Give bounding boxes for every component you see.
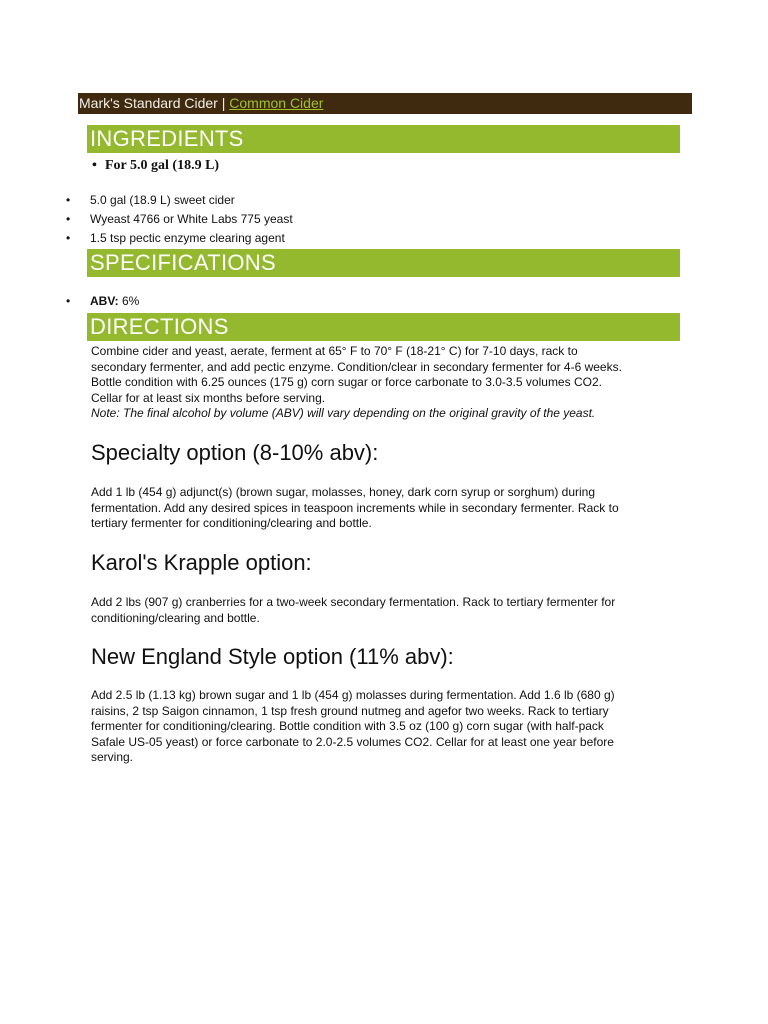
option-line: Add 2 lbs (907 g) cranberries for a two-week secondary fermentation. Rack to tertiary fermenter for [91,595,616,609]
recipe-title: Mark's Standard Cider | [79,95,230,111]
option-line: fermenter for conditioning/clearing. Bottle condition with 3.5 oz (100 g) corn sugar (with half-pack [91,719,604,734]
ingredients-heading: INGREDIENTS [87,125,680,153]
specifications-list [66,292,139,311]
krapple-option-heading: Karol's Krapple option: [91,550,312,575]
directions-line: Combine cider and yeast, aerate, ferment at 65° F to 70° F (18-21° C) for 7-10 days, rack to [91,344,578,358]
directions-line: secondary fermenter, and add pectic enzyme. Condition/clear in secondary fermenter for 4-6 weeks. [91,359,622,374]
specifications-heading: SPECIFICATIONS [87,249,680,277]
directions-line: Bottle condition with 6.25 ounces (175 g) corn sugar or force carbonate to 3.0-3.5 volumes CO2. [91,375,602,390]
option-line: Add 2.5 lb (1.13 kg) brown sugar and 1 lb (454 g) molasses during fermentation. Add 1.6 lb (680 g) [91,688,615,702]
abv-value: 6% [118,294,140,308]
directions-note: Note: The final alcohol by volume (ABV) will vary depending on the original gravity of the yeast. [91,406,596,421]
directions-text [91,344,681,422]
option-line: Add 1 lb (454 g) adjunct(s) (brown sugar, molasses, honey, dark corn syrup or sorghum) during [91,485,596,499]
krapple-option-text [91,595,681,626]
list-item: • 5.0 gal (18.9 L) sweet cider [66,191,293,210]
new-england-option-heading: New England Style option (11% abv): [91,644,454,669]
directions-heading: DIRECTIONS [87,313,680,341]
specialty-option-text [91,485,681,532]
option-line: fermentation. Add any desired spices in teaspoon increments while in secondary fermenter. Rack to [91,500,619,515]
ingredients-list [66,191,293,248]
abv-label: ABV: [90,294,119,308]
option-line: tertiary fermenter for conditioning/clearing and bottle. [91,516,372,531]
abv-spec [66,292,139,311]
bullet-icon: • [92,158,97,173]
batch-size [92,157,219,175]
batch-size-label: For 5.0 gal (18.9 L) [105,158,220,173]
directions-line: Cellar for at least six months before serving. [91,390,326,405]
option-line: raisins, 2 tsp Saigon cinnamon, 1 tsp fresh ground nutmeg and agefor two weeks. Rack to tertiary [91,703,609,718]
option-line: conditioning/clearing and bottle. [91,610,260,625]
recipe-title-bar [78,93,692,114]
list-item: • Wyeast 4766 or White Labs 775 yeast [66,210,293,229]
common-cider-link[interactable]: Common Cider [229,95,324,111]
option-line: Safale US-05 yeast) or force carbonate to 2.0-2.5 volumes CO2. Cellar for at least one year before [91,734,614,749]
specialty-option-heading: Specialty option (8-10% abv): [91,440,379,465]
option-line: serving. [91,750,134,765]
new-england-option-text [91,688,681,766]
list-item: • 1.5 tsp pectic enzyme clearing agent [66,229,293,248]
